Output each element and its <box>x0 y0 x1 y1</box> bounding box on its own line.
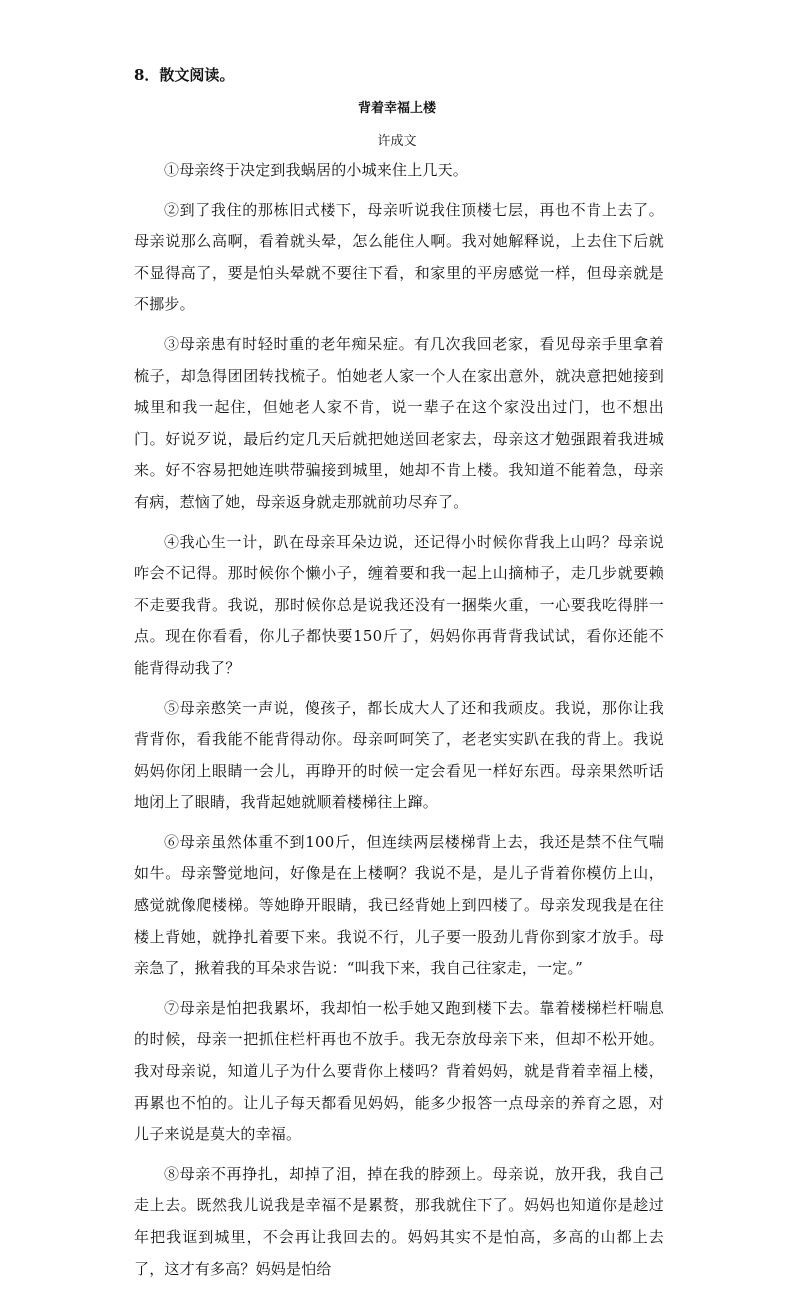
article-body <box>134 155 664 1293</box>
paragraph-8: ⑧母亲不再挣扎，却掉了泪，掉在我的脖颈上。母亲说，放开我，我自己走上去。既然我儿说我是幸福不是累赘，那我就住下了。妈妈也知道你是趁过年把我诓到城里，不会再让我回去的。妈妈其实不是怕高，多高的山都上去了，这才有多高？妈妈是怕给 <box>134 1164 664 1278</box>
paragraph-3: ③母亲患有时轻时重的老年痴呆症。有几次我回老家，看见母亲手里拿着梳子，却急得团团转找梳子。怕她老人家一个人在家出意外，就决意把她接到城里和我一起住，但她老人家不肯，说一辈子在这个家没出过门，也不想出门。好说歹说，最后约定几天后就把她送回老家去，母亲这才勉强跟着我进城来。好不容易把她连哄带骗接到城里，她却不肯上楼。我知道不能着急，母亲有病，惹恼了她，母亲返身就走那就前功尽弃了。 <box>134 334 664 511</box>
paragraph-2: ②到了我住的那栋旧式楼下，母亲听说我住顶楼七层，再也不肯上去了。母亲说那么高啊，看着就头晕，怎么能住人啊。我对她解释说，上去住下后就不显得高了，要是怕头晕就不要往下看，和家里的平房感觉一样，但母亲就是不挪步。 <box>134 200 664 314</box>
paragraph-5: ⑤母亲憨笑一声说，傻孩子，都长成大人了还和我顽皮。我说，那你让我背背你，看我能不能背得动你。母亲呵呵笑了，老老实实趴在我的背上。我说妈妈你闭上眼睛一会儿，再睁开的时候一定会看见一样好东西。母亲果然听话地闭上了眼睛，我背起她就顺着楼梯往上蹿。 <box>134 698 664 812</box>
paragraph-6: ⑥母亲虽然体重不到100斤，但连续两层楼梯背上去，我还是禁不住气喘如牛。母亲警觉地问，好像是在上楼啊？我说不是，是儿子背着你模仿上山，感觉就像爬楼梯。等她睁开眼睛，我已经背她上到四楼了。母亲发现我是在往楼上背她，就挣扎着要下来。我说不行，儿子要一股劲儿背你到家才放手。母亲急了，揪着我的耳朵求告说：“叫我下来，我自己往家走，一定。” <box>134 832 664 978</box>
article-author: 许成文 <box>377 134 417 149</box>
paragraph-1: ①母亲终于决定到我蜗居的小城来住上几天。 <box>164 161 469 179</box>
paragraph-7: ⑦母亲是怕把我累坏，我却怕一松手她又跑到楼下去。靠着楼梯栏杆喘息的时候，母亲一把抓住栏杆再也不放手。我无奈放母亲下来，但却不松开她。我对母亲说，知道儿子为什么要背你上楼吗？背着妈妈，就是背着幸福上楼，再累也不怕的。让儿子每天都看见妈妈，能多少报答一点母亲的养育之恩，对儿子来说是莫大的幸福。 <box>134 998 664 1144</box>
article-title: 背着幸福上楼 <box>357 101 436 116</box>
paragraph-4: ④我心生一计，趴在母亲耳朵边说，还记得小时候你背我上山吗？母亲说咋会不记得。那时候你个懒小子，缠着要和我一起上山摘柿子，走几步就要赖不走要我背。我说，那时候你总是说我还没有一捆柴火重，一心要我吃得胖一点。现在你看看，你儿子都快要150斤了，妈妈你再背背我试试，看你还能不能背得动我了？ <box>134 532 664 677</box>
question-number: 8．散文阅读。 <box>134 66 235 84</box>
